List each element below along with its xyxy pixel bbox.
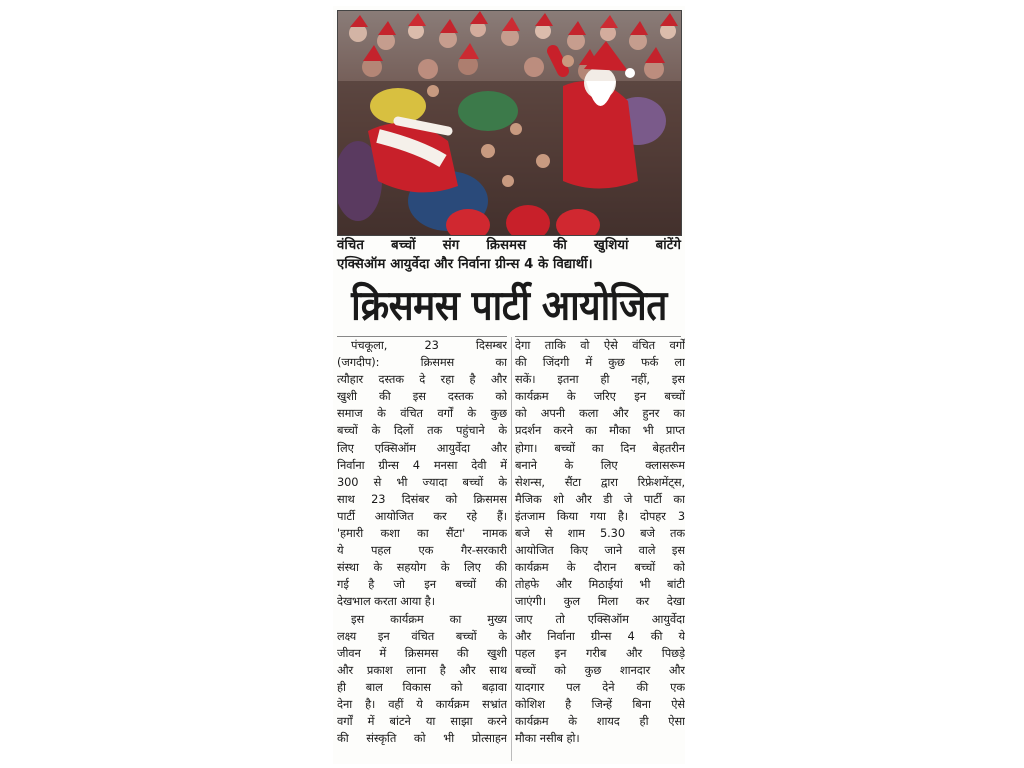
article-line: संस्था के सहयोग के लिए की [337, 560, 507, 575]
crowd-photo-illustration [338, 11, 681, 235]
article-line: मौका नसीब हो। [515, 731, 580, 746]
article-line: बच्चों को कुछ शानदार और [515, 662, 685, 677]
column-gutter [511, 337, 512, 761]
article-line: 'हमारी कशा का सैंटा' नामक [337, 526, 507, 541]
article-line: त्यौहार दस्तक दे रहा है और [337, 372, 507, 387]
article-line: देना है। वहीं ये कार्यक्रम सभ्रांत [337, 696, 507, 711]
article-line: ये पहल एक गैर-सरकारी [337, 543, 507, 558]
article-line: निर्वाना ग्रीन्स 4 मनसा देवी में [337, 457, 507, 472]
article-line: जाएंगी। कुल मिला कर देखा [515, 594, 685, 609]
article-line: यादगार पल देने की एक [515, 679, 685, 694]
article-line: देखभाल करता आया है। [337, 594, 435, 609]
article-line: वर्गों में बांटने या साझा करने [337, 714, 507, 729]
article-line: ही बाल विकास को बढ़ावा [337, 679, 507, 694]
article-line: कोशिश है जिन्हें बिना ऐसे [515, 696, 685, 711]
article-line: गई है जो इन बच्चों की [337, 577, 507, 592]
article-line: मैजिक शो और डी जे पार्टी का [515, 491, 685, 506]
article-line: कार्यक्रम के दौरान बच्चों को [515, 560, 685, 575]
article-line: की जिंदगी में कुछ फर्क ला [515, 355, 685, 370]
article-line: तोहफे और मिठाईयां भी बांटी [515, 577, 685, 592]
article-line: सेशन्स, सैंटा द्वारा रिफ्रेशमेंट्स, [515, 474, 685, 489]
article-line: देगा ताकि वो ऐसे वंचित वर्गों [515, 338, 685, 352]
article-line: साथ 23 दिसंबर को क्रिसमस [337, 491, 507, 506]
article-column-1 [337, 337, 507, 747]
article-line: लक्ष्य इन वंचित बच्चों के [337, 628, 507, 643]
article-line: इंतजाम किया गया है। दोपहर 3 [515, 508, 685, 523]
article-line: प्रदर्शन करने का मौका भी प्राप्त [515, 423, 685, 438]
article-line: 300 से भी ज्यादा बच्चों के [337, 474, 507, 489]
article-line: की संस्कृति को भी प्रोत्साहन [337, 731, 507, 746]
article-line: इस कार्यक्रम का मुख्य [351, 611, 507, 626]
article-line: और प्रकाश लाना है और साथ [337, 662, 507, 677]
article-line: पार्टी आयोजित कर रहे हैं। [337, 508, 507, 523]
article-line: खुशी की इस दस्तक को [337, 389, 507, 404]
article-line: (जगदीप): क्रिसमस का [337, 355, 507, 370]
article-line: जाए तो एक्सिऑम आयुर्वेदा [515, 611, 685, 626]
article-line: बनाने के लिए क्लासरूम [515, 457, 685, 472]
article-line: बच्चों के दिलों तक पहुंचाने के [337, 423, 507, 438]
headline: क्रिसमस पार्टी आयोजित [351, 281, 667, 330]
article-line: होगा। बच्चों का दिन बेहतरीन [515, 440, 685, 455]
caption-line-2: एक्सिऑम आयुर्वेदा और निर्वाना ग्रीन्स 4 के विद्यार्थी। [337, 257, 593, 272]
article-line: कार्यक्रम के शायद ही ऐसा [515, 714, 685, 729]
event-photo [337, 10, 682, 236]
article-line: पहल इन गरीब और पिछड़े [515, 645, 685, 660]
article-line: पंचकूला, 23 दिसम्बर [351, 338, 507, 352]
article-line: जीवन में क्रिसमस की खुशी [337, 645, 507, 660]
article-line: और निर्वाना ग्रीन्स 4 की ये [515, 628, 685, 643]
caption-line-1: वंचित बच्चों संग क्रिसमस की खुशियां बांटेंगे [337, 238, 681, 253]
article-line: को अपनी कला और हुनर का [515, 406, 685, 421]
article-line: समाज के वंचित वर्गों के कुछ [337, 406, 507, 421]
photo-caption [337, 236, 681, 274]
newspaper-clipping [333, 6, 685, 764]
article-column-2 [515, 337, 685, 747]
article-line: कार्यक्रम के जरिए इन बच्चों [515, 389, 685, 404]
article-line: आयोजित किए जाने वाले इस [515, 543, 685, 558]
article-line: बजे से शाम 5.30 बजे तक [515, 526, 685, 541]
article-line: सकें। इतना ही नहीं, इस [515, 372, 685, 387]
article-line: लिए एक्सिऑम आयुर्वेदा और [337, 440, 507, 455]
